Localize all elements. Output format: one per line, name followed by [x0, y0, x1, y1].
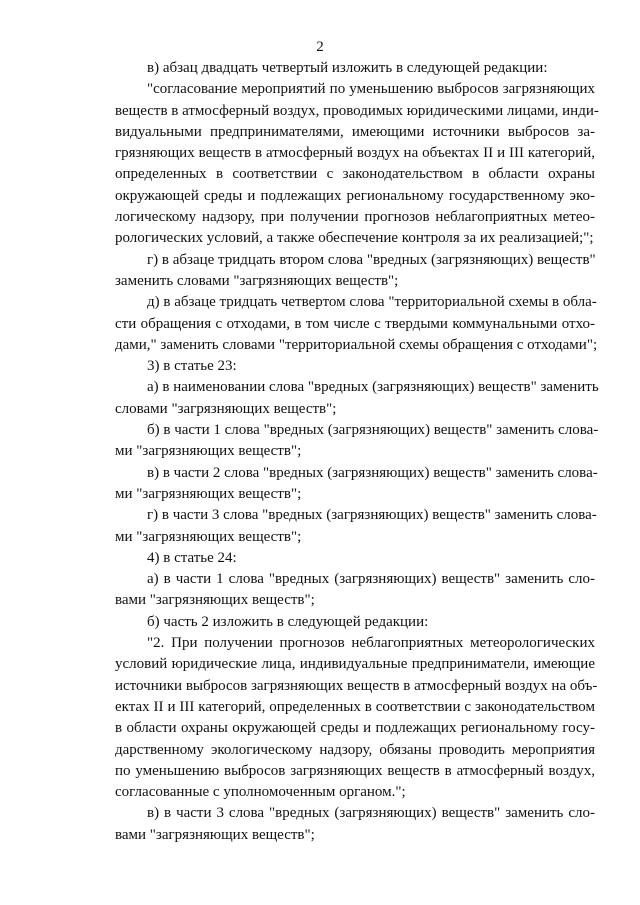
- text-line: словами "загрязняющих веществ";: [115, 400, 337, 417]
- text-line: ми "загрязняющих веществ";: [115, 443, 302, 460]
- paragraph: [115, 292, 598, 356]
- text-line: логическому надзору, при получении прогнозов неблагоприятных метео-: [115, 209, 595, 226]
- paragraph: [115, 377, 599, 420]
- text-line: 4) в статье 24:: [147, 549, 237, 566]
- text-line: ектах II и III категорий, определенных в соответствии с законодательством: [115, 698, 595, 715]
- text-line: условий юридические лица, индивидуальные предприниматели, имеющие: [115, 656, 595, 673]
- paragraph: [115, 505, 595, 548]
- text-line: ми "загрязняющих веществ";: [115, 528, 302, 545]
- text-line: б) часть 2 изложить в следующей редакции:: [147, 613, 429, 630]
- text-line: согласованные с уполномоченным органом.";: [115, 784, 406, 801]
- text-line: в области охраны окружающей среды и подлежащих региональному госу-: [115, 720, 595, 737]
- text-line: "согласование мероприятий по уменьшению выбросов загрязняющих: [147, 81, 595, 98]
- paragraph: [115, 612, 595, 633]
- text-line: определенных в соответствии с законодательством в области охраны: [115, 166, 595, 183]
- text-line: в) в части 3 слова "вредных (загрязняющих) веществ" заменить сло-: [147, 805, 595, 822]
- text-line: вами "загрязняющих веществ";: [115, 592, 315, 609]
- text-line: вами "загрязняющих веществ";: [115, 826, 315, 843]
- page-number: 2: [316, 39, 324, 55]
- text-line: источники выбросов загрязняющих веществ в атмосферный воздух на объ-: [115, 677, 598, 694]
- paragraph: [115, 463, 598, 506]
- text-line: а) в наименовании слова "вредных (загрязняющих) веществ" заменить: [147, 379, 599, 396]
- paragraph: [115, 250, 595, 293]
- text-line: 3) в статье 23:: [147, 358, 237, 375]
- document-body: [115, 58, 599, 846]
- text-line: дами," заменить словами "территориальной схемы обращения с отходами";: [115, 336, 598, 353]
- text-line: ми "загрязняющих веществ";: [115, 485, 302, 502]
- paragraph: [115, 356, 595, 377]
- text-line: рологических условий, а также обеспечение контроля за их реализацией;";: [115, 230, 594, 247]
- text-line: сти обращения с отходами, в том числе с твердыми коммунальными отхо-: [115, 315, 595, 332]
- text-line: веществ в атмосферный воздух, проводимых юридическими лицами, инди-: [115, 102, 599, 119]
- paragraph: [115, 633, 598, 803]
- text-line: б) в части 1 слова "вредных (загрязняющих) веществ" заменить слова-: [147, 422, 599, 439]
- text-line: а) в части 1 слова "вредных (загрязняющих) веществ" заменить сло-: [147, 571, 595, 588]
- text-line: г) в части 3 слова "вредных (загрязняющих) веществ" заменить слова-: [147, 507, 597, 524]
- text-line: г) в абзаце тридцать втором слова "вредных (загрязняющих) веществ": [147, 251, 596, 268]
- text-line: окружающей среды и подлежащих региональному государственному эко-: [115, 187, 595, 204]
- text-line: дарственному экологическому надзору, обязаны проводить мероприятия: [115, 741, 595, 758]
- text-line: д) в абзаце тридцать четвертом слова "территориальной схемы в обла-: [147, 294, 597, 311]
- text-line: в) в части 2 слова "вредных (загрязняющих) веществ" заменить слова-: [147, 464, 598, 481]
- paragraph: [115, 803, 595, 846]
- text-line: грязняющих веществ в атмосферный воздух на объектах II и III категорий,: [115, 145, 595, 162]
- text-line: заменить словами "загрязняющих веществ";: [115, 272, 399, 289]
- paragraph: [115, 58, 595, 79]
- text-line: видуальными предпринимателями, имеющими источники выбросов за-: [115, 123, 595, 140]
- paragraph: [115, 420, 599, 463]
- paragraph: [115, 79, 599, 249]
- paragraph: [115, 569, 595, 612]
- paragraph: [115, 548, 595, 569]
- text-line: по уменьшению выбросов загрязняющих веществ в атмосферный воздух,: [115, 762, 595, 779]
- text-line: "2. При получении прогнозов неблагоприятных метеорологических: [147, 635, 595, 652]
- text-line: в) абзац двадцать четвертый изложить в следующей редакции:: [147, 60, 548, 76]
